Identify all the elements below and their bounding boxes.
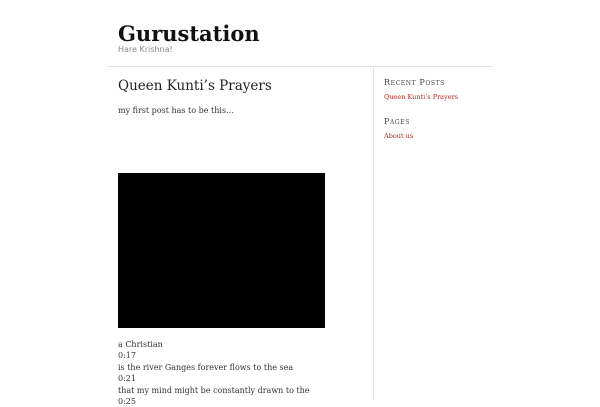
lyric-line: that my mind might be constantly drawn to the	[118, 385, 310, 395]
site-tagline: Hare Krishna!	[118, 45, 173, 54]
post-title[interactable]: Queen Kunti’s Prayers	[118, 78, 272, 94]
post-intro: my first post has to be this…	[118, 106, 235, 115]
site-title[interactable]: Gurustation	[118, 21, 260, 46]
video-player[interactable]	[118, 173, 325, 328]
sidebar-divider	[373, 67, 374, 400]
pages-heading: Pages	[384, 117, 410, 126]
post-body-lyrics	[118, 339, 358, 407]
lyric-timestamp: 0:25	[118, 396, 136, 406]
recent-posts-heading: Recent Posts	[384, 78, 445, 87]
page-link-about-us[interactable]: About us	[384, 132, 414, 140]
lyric-line: a Christian	[118, 340, 163, 349]
header-divider	[108, 66, 492, 67]
lyric-line: is the river Ganges forever flows to the sea	[118, 362, 294, 372]
lyric-timestamp: 0:21	[118, 374, 136, 384]
lyric-timestamp: 0:17	[118, 351, 136, 361]
recent-post-link[interactable]: Queen Kunti’s Prayers	[384, 93, 459, 101]
